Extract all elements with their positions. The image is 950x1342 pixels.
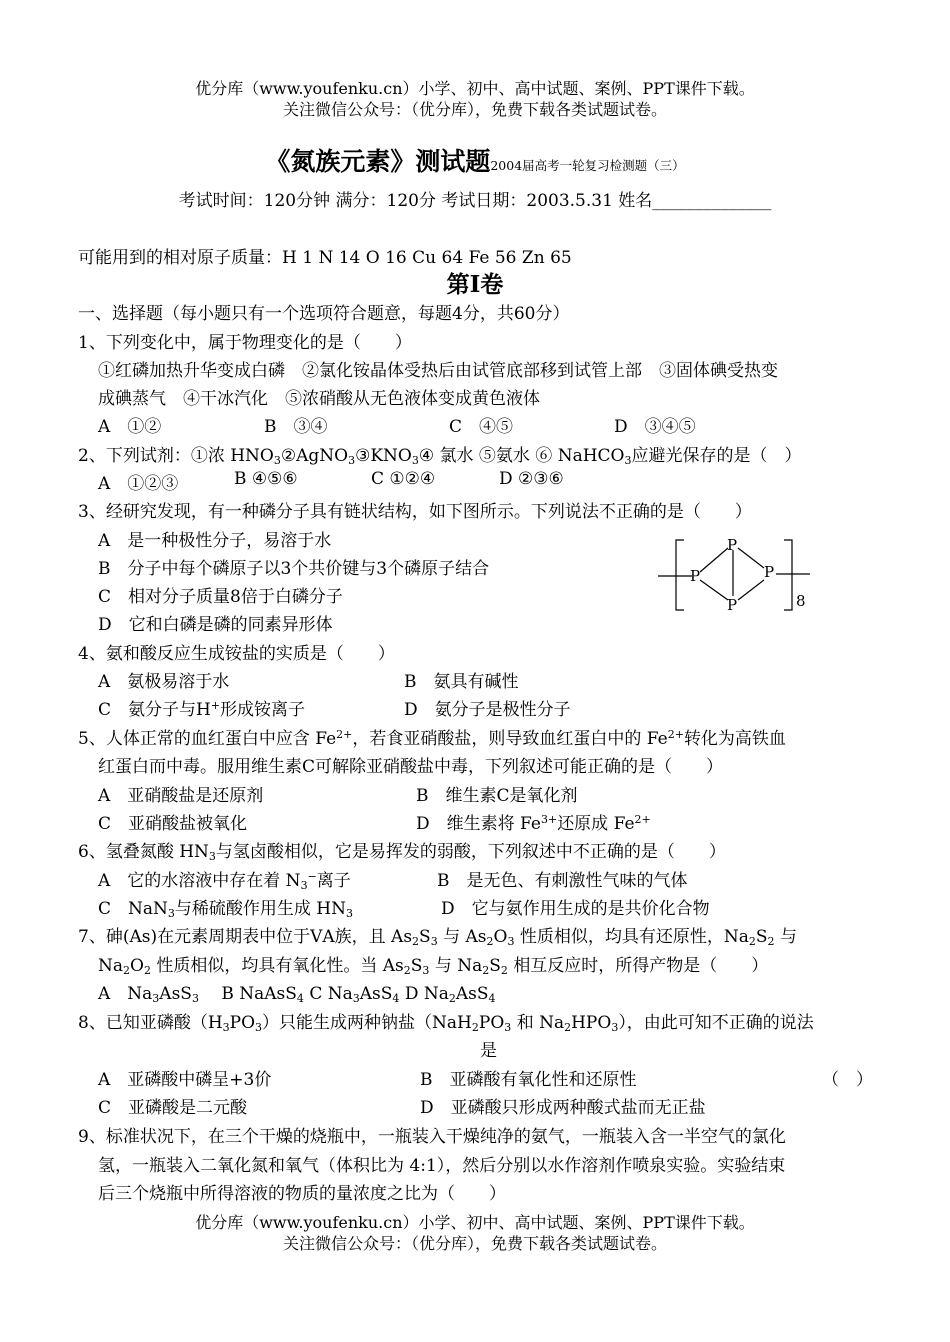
q7-option-a-b: AsS [159,984,192,1004]
q5-l1b: ，若食亚硝酸盐，则导致血红蛋白中的 Fe [352,729,668,749]
q9-line3: 后三个烧瓶中所得溶液的物质的量浓度之比为（ ） [98,1184,506,1204]
q6-option-c-b: 与稀硫酸作用生成 HN [174,899,347,919]
q5-l1a: 5、人体正常的血红蛋白中应含 Fe [78,729,337,749]
q5-option-a: A 亚硝酸盐是还原剂 [98,786,264,806]
q7-yu-2: 与 [779,927,797,947]
q1-line1: ①红磷加热升华变成白磷 ②氯化铵晶体受热后由试管底部移到试管上部 ③固体碘受热变 [98,361,778,381]
q8-l1b: PO [229,1013,256,1033]
q2-sub: 3 [273,454,281,467]
q5-option-d-b: 还原成 Fe [557,814,635,834]
q6-option-a-b: 离子 [316,871,351,891]
q2-rest: ④ 氯水 ⑤氨水 ⑥ NaHCO [418,446,625,466]
q7-sim: 性质相似，均具有还原性， [519,927,724,947]
q8-option-d: D 亚磷酸只形成两种酸式盐而无正盐 [420,1098,706,1118]
q6-stem-b: 与氢卤酸相似，它是易挥发的弱酸，下列叙述中不正确的是（ ） [215,842,726,862]
left-bracket [676,540,684,610]
atom-left: P [690,567,701,585]
footer-line-2: 关注微信公众号：（优分库），免费下载各类试题试卷。 [282,1234,667,1253]
q8-l1f: ），由此可知不正确的说法 [618,1013,814,1033]
q6-option-d: D 它与氨作用生成的是共价化合物 [441,899,710,919]
q8-option-b: B 亚磷酸有氧化性和还原性 [420,1070,637,1090]
right-bracket [784,540,792,610]
q3-option-b: B 分子中每个磷原子以3个共价键与3个磷原子结合 [98,559,490,579]
q7-line2: $Na_2O_2$ 性质相似，均具有氧化性。当 $As_2S_3$ 与 $Na_2S_2$ 相互反应时，所得产物是（ ） [98,956,769,977]
exam-info: 考试时间：120分钟 满分：120分 考试日期：2003.5.31 姓名______________ [178,191,772,211]
q8-l1e: HPO [571,1013,612,1033]
q7-yu-1: 与 [443,927,461,947]
q2-hno3: HNO [230,446,274,466]
section-heading: 一、选择题（每小题只有一个选项符合题意，每题4分，共60分） [78,304,570,324]
q4-option-c [98,695,305,720]
q8-line1: 8、已知亚磷酸$(H_3PO_3)$只能生成两种钠盐（$NaH_2PO_3$ 和 $Na_2HPO_3$），由此可知不正确的说法 [78,1013,814,1034]
q3-stem: 3、经研究发现，有一种磷分子具有链状结构，如下图所示。下列说法不正确的是（ ） [78,502,752,522]
q2-agno3: ②AgNO [280,446,349,466]
q8-l1d: 和 Na [516,1013,565,1033]
atom-bottom: P [727,596,738,614]
q2-option-a: A ①②③ [98,474,179,494]
q2-kno3: ③KNO [355,446,412,466]
q5-option-b: B 维生素C是氧化剂 [416,786,578,806]
q5-sup-d: 2+ [634,813,651,826]
q6-option-a [98,866,351,892]
q1-stem: 1、下列变化中，属于物理变化的是（ ） [78,333,412,353]
q2-tail: 应避光保存的是（ ） [631,446,802,466]
title-suffix: 2004届高考一轮复习检测题（三） [490,158,685,173]
header-line-2: 关注微信公众号：（优分库），免费下载各类试题试卷。 [282,100,667,119]
q1-option-d: D ③④⑤ [614,417,696,437]
q3-option-a: A 是一种极性分子，易溶于水 [98,531,332,551]
q2-option-d: D ②③⑥ [499,469,564,489]
volume-heading: 第Ⅰ卷 [446,271,504,298]
footer-line-1: 优分库（www.youfenku.cn）小学、初中、高中试题、案例、PPT课件下载。 [195,1213,755,1232]
q7-option-a: A Na [98,984,153,1004]
header-line-1: 优分库（www.youfenku.cn）小学、初中、高中试题、案例、PPT课件下载。 [195,79,755,98]
q8-line2: 是 [480,1041,497,1061]
q1-option-a: A ①② [98,417,162,437]
bond-4 [738,580,764,600]
q4-option-c-b: 形成铵离子 [220,700,306,720]
q8-l1a: 8、已知亚磷酸（H [78,1013,223,1033]
q7-l1: 7、砷(As)在元素周期表中位于ⅤA族，且 [78,927,386,947]
q6-stem-a: 6、氢叠氮酸 HN [78,842,209,862]
q9-line1: 9、标准状况下，在三个干燥的烧瓶中，一瓶装入干燥纯净的氨气，一瓶装入含一半空气的氯化 [78,1127,786,1147]
bond-3 [700,580,728,600]
q2-option-b: B ④⑤⑥ [234,469,298,489]
q7-l2end: 相互反应时，所得产物是（ ） [513,956,769,976]
q4-option-c-a: C 氨分子与H [98,700,211,720]
phosphorus-chain-diagram [650,528,820,618]
atom-top: P [727,536,738,554]
atomic-masses: 可能用到的相对原子质量：H 1 N 14 O 16 Cu 64 Fe 56 Zn 65 [78,248,572,268]
q7-line1: 7、砷(As)在元素周期表中位于ⅤA族，且 $As_2S_3$ 与 $As_2O_3$ 性质相似，均具有还原性，$Na_2S_2$ 与 [78,927,797,948]
bond-2 [738,548,764,568]
q7-option-d: D Na [404,984,449,1004]
q5-option-d-a: D 维生素将 Fe [416,814,541,834]
q7-l2tail: 性质相似，均具有氧化性。当 [156,956,378,976]
q8-option-a: A 亚磷酸中磷呈+3价 [98,1070,272,1090]
q5-sup-a: 2+ [336,728,353,741]
q4-plus: + [210,699,221,712]
q8-option-c: C 亚磷酸是二元酸 [98,1098,248,1118]
q7-option-d-b: AsS [455,984,489,1004]
q3-option-d: D 它和白磷是磷的同素异形体 [98,615,333,635]
q7-yu-3: 与 [434,956,452,976]
q7-option-b: B NaAsS [221,984,297,1004]
title-main: 《氮族元素》测试题 [265,147,491,176]
q2-option-c: C ①②④ [371,469,436,489]
q7-option-c: C Na [309,984,353,1004]
q6-option-a-sub: 3 [300,879,308,892]
q4-option-b: B 氨具有碱性 [404,672,519,692]
q6-option-a-a: A 它的水溶液中存在着 N [98,871,301,891]
bond-1 [700,548,728,572]
page-title [0,142,950,178]
q4-option-a: A 氨极易溶于水 [98,672,230,692]
q1-line2: 成碘蒸气 ④干冰汽化 ⑤浓硝酸从无色液体变成黄色液体 [98,389,540,409]
q6-option-c: C NaN$_3$与稀硫酸作用生成 $HN_3$ [98,899,354,920]
q9-line2: 氢，一瓶装入二氧化氮和氧气（体积比为 4:1），然后分别以水作溶剂作喷泉实验。实验结束 [98,1156,786,1176]
q8-l1c: ）只能生成两种钠盐（NaH [262,1013,472,1033]
repeat-count: 8 [796,592,806,610]
q5-l1c: 转化为高铁血 [683,729,786,749]
q7-options: A $Na_3AsS_3$ B NaAsS$_4$ C $Na_3AsS_4$ D $Na_2AsS_4$ [98,984,496,1005]
q5-sup-b: 2+ [667,728,684,741]
q6-option-c-a: C NaN [98,899,168,919]
atom-right: P [764,563,775,581]
q1-option-c: C ④⑤ [449,417,514,437]
q8-answer-paren: （ ） [822,1070,873,1090]
q5-option-d [416,809,651,834]
q2-stem: 2、下列试剂：①浓 $HNO_3②AgNO_3③KNO_3④$ 氯水 ⑤氨水 ⑥ NaHCO$_3$应避光保存的是（ ） [78,446,802,467]
q5-line2: 红蛋白而中毒。服用维生素C可解除亚硝酸盐中毒，下列叙述可能正确的是（ ） [98,757,724,777]
q3-option-c: C 相对分子质量8倍于白磷分子 [98,587,343,607]
q5-line1 [78,724,786,749]
q1-option-b: B ③④ [264,417,328,437]
q6-stem: 6、氢叠氮酸 $HN_3$与氢卤酸相似，它是易挥发的弱酸，下列叙述中不正确的是（ ） [78,842,726,863]
q2-prefix: 2、下列试剂：①浓 [78,446,225,466]
q5-sup-c: 3+ [540,813,558,826]
q6-option-a-sup: − [307,870,317,883]
q4-option-d: D 氨分子是极性分子 [404,700,571,720]
q6-option-b: B 是无色、有刺激性气味的气体 [437,871,688,891]
q5-option-c: C 亚硝酸盐被氧化 [98,814,248,834]
q4-stem: 4、氨和酸反应生成铵盐的实质是（ ） [78,644,395,664]
